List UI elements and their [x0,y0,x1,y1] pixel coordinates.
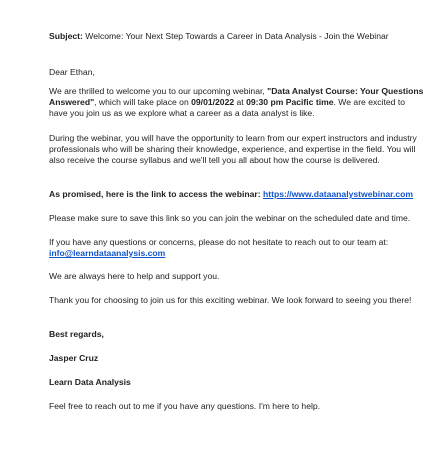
contact-text: If you have any questions or concerns, please do not hesitate to reach out to our team at: [49,237,389,247]
sender-org-text: Learn Data Analysis [49,377,131,387]
thanks-paragraph: Thank you for choosing to join us for this exciting webinar. We look forward to seeing you there! [49,295,412,305]
webinar-link-paragraph [49,189,424,200]
intro-text-2: , which will take place on [94,97,192,107]
sender-name-text: Jasper Cruz [49,353,99,363]
webinar-time: 09:30 pm Pacific time [246,97,334,107]
support-paragraph: We are always here to help and support you. [49,271,220,281]
sender-name [49,353,424,364]
closing-note: Feel free to reach out to me if you have any questions. I'm here to help. [49,401,321,411]
signoff [49,329,424,340]
save-link-paragraph: Please make sure to save this link so you can join the webinar on the scheduled date and time. [49,213,411,223]
intro-text-4: . We are excited to have you join us as we explore what a career as a data analyst is like. [49,97,406,118]
details-paragraph: During the webinar, you will have the opportunity to learn from our expert instructors and industry professionals who will be sharing their knowledge, experience, and expertise in the field. You will also receive the course syllabus and we'll tell you all about how the course is delivered. [49,133,417,165]
webinar-link[interactable]: https://www.dataanalystwebinar.com [262,189,414,199]
contact-email-link[interactable]: info@learndataanalysis.com [49,248,166,258]
intro-text-3: at [234,97,247,107]
webinar-date: 09/01/2022 [191,97,235,107]
subject-label: Subject: [49,31,83,41]
sender-org [49,377,424,388]
contact-paragraph [49,237,424,259]
intro-paragraph [49,86,424,119]
course-title: "Data Analyst Course: Your Questions Answered" [49,86,424,107]
email-subject-line [49,31,424,42]
subject-text: Welcome: Your Next Step Towards a Career in Data Analysis - Join the Webinar [85,31,389,41]
greeting: Dear Ethan, [49,67,95,77]
signoff-text: Best regards, [49,329,104,339]
intro-text-1: We are thrilled to welcome you to our upcoming webinar, [49,86,268,96]
link-lead-text: As promised, here is the link to access the webinar: [49,189,263,199]
